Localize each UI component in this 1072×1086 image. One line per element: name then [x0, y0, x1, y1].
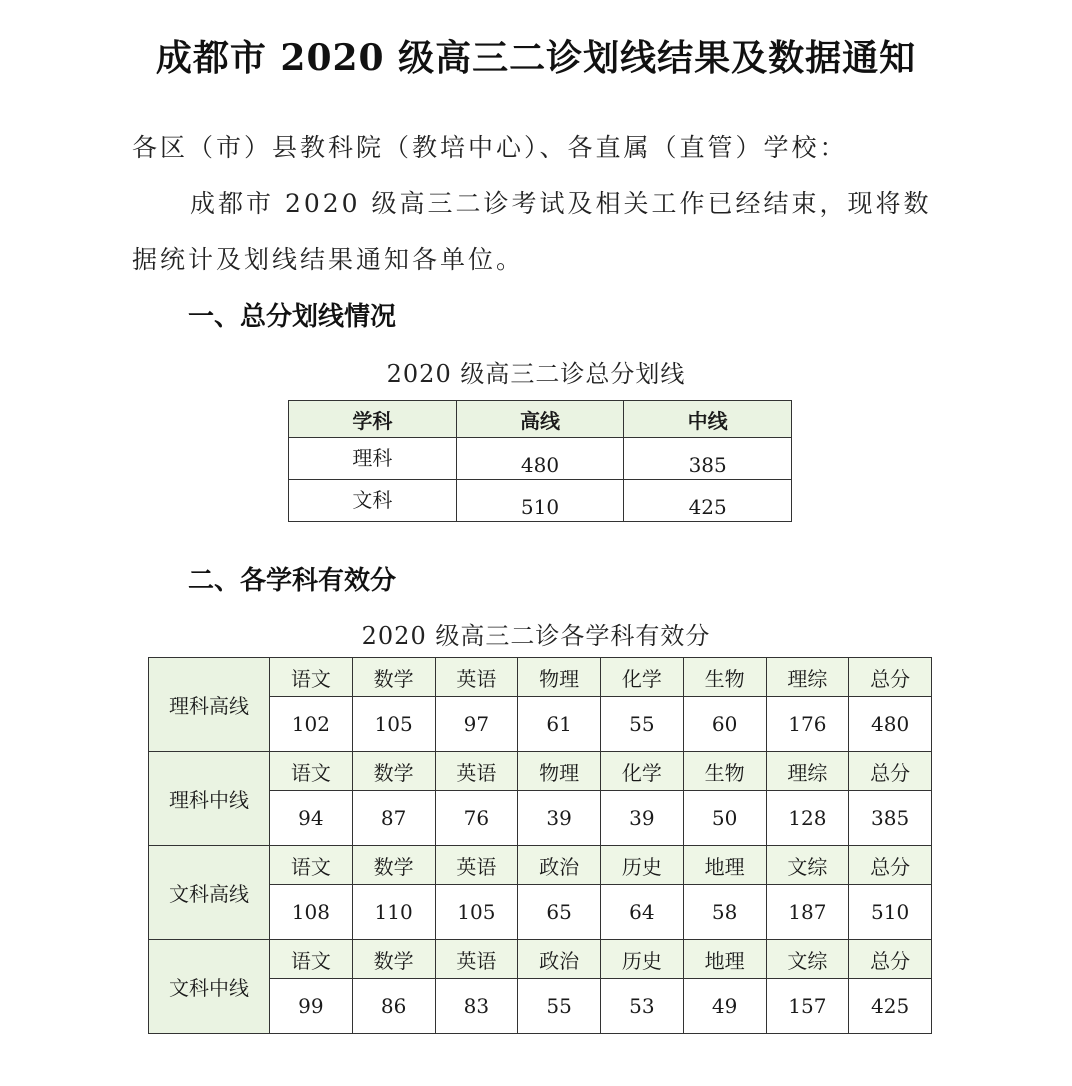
row-subject: 理科 [289, 438, 457, 480]
score-value-cell: 55 [601, 697, 684, 752]
score-value-cell: 87 [352, 791, 435, 846]
row-subject: 文科 [289, 480, 457, 522]
subject-name-cell: 英语 [435, 658, 518, 697]
score-value-cell: 480 [849, 697, 932, 752]
section-2-caption: 2020 级高三二诊各学科有效分 [361, 622, 711, 650]
score-value-cell: 105 [435, 885, 518, 940]
score-value-cell: 99 [270, 979, 353, 1034]
subject-name-cell: 总分 [849, 846, 932, 885]
subject-name-cell: 语文 [270, 940, 353, 979]
score-value-cell: 128 [766, 791, 849, 846]
header-high-line: 高线 [456, 401, 624, 438]
score-value-cell: 385 [849, 791, 932, 846]
score-value-cell: 61 [518, 697, 601, 752]
subject-name-cell: 文综 [766, 940, 849, 979]
score-value-cell: 94 [270, 791, 353, 846]
score-value-cell: 176 [766, 697, 849, 752]
score-value-cell: 58 [683, 885, 766, 940]
subject-name-cell: 文综 [766, 846, 849, 885]
section-1-heading: 一、总分划线情况 [188, 302, 397, 332]
row-high-value: 480 [456, 438, 624, 480]
score-value-cell: 39 [601, 791, 684, 846]
subject-name-cell: 英语 [435, 846, 518, 885]
section-2-heading: 二、各学科有效分 [188, 566, 397, 596]
score-line-label: 理科高线 [149, 658, 270, 752]
subject-name-cell: 政治 [518, 940, 601, 979]
subject-name-cell: 地理 [683, 940, 766, 979]
score-value-cell: 53 [601, 979, 684, 1034]
subject-name-cell: 理综 [766, 752, 849, 791]
subject-name-cell: 化学 [601, 752, 684, 791]
header-subject: 学科 [289, 401, 457, 438]
score-value-cell: 157 [766, 979, 849, 1034]
score-value-cell: 102 [270, 697, 353, 752]
row-mid-value: 385 [624, 438, 792, 480]
subject-name-cell: 总分 [849, 940, 932, 979]
subject-name-cell: 英语 [435, 752, 518, 791]
subject-name-cell: 政治 [518, 846, 601, 885]
greeting-line: 各区（市）县教科院（教培中心）、各直属（直管）学校： [132, 133, 848, 162]
score-value-cell: 110 [352, 885, 435, 940]
body-line-1: 成都市 2020 级高三二诊考试及相关工作已经结束，现将数 [190, 189, 932, 218]
subject-name-cell: 历史 [601, 940, 684, 979]
score-value-cell: 64 [601, 885, 684, 940]
score-value-cell: 65 [518, 885, 601, 940]
subject-name-cell: 历史 [601, 846, 684, 885]
subject-score-table [148, 657, 932, 1034]
subject-name-cell: 理综 [766, 658, 849, 697]
score-value-cell: 105 [352, 697, 435, 752]
subject-name-cell: 数学 [352, 940, 435, 979]
subject-name-cell: 生物 [683, 658, 766, 697]
subject-header-row [149, 940, 932, 979]
table-row [289, 480, 792, 522]
score-value-cell: 510 [849, 885, 932, 940]
score-value-cell: 60 [683, 697, 766, 752]
row-high-value: 510 [456, 480, 624, 522]
score-value-cell: 39 [518, 791, 601, 846]
subject-name-cell: 数学 [352, 752, 435, 791]
score-value-cell: 76 [435, 791, 518, 846]
score-value-cell: 50 [683, 791, 766, 846]
subject-name-cell: 英语 [435, 940, 518, 979]
subject-name-cell: 语文 [270, 846, 353, 885]
document-title: 成都市 2020 级高三二诊划线结果及数据通知 [155, 37, 917, 79]
subject-name-cell: 数学 [352, 846, 435, 885]
score-line-label: 文科高线 [149, 846, 270, 940]
subject-name-cell: 语文 [270, 752, 353, 791]
score-value-cell: 49 [683, 979, 766, 1034]
subject-name-cell: 语文 [270, 658, 353, 697]
subject-name-cell: 生物 [683, 752, 766, 791]
score-value-cell: 187 [766, 885, 849, 940]
body-line-2: 据统计及划线结果通知各单位。 [132, 245, 525, 274]
subject-name-cell: 总分 [849, 752, 932, 791]
score-value-cell: 97 [435, 697, 518, 752]
subject-name-cell: 地理 [683, 846, 766, 885]
subject-name-cell: 总分 [849, 658, 932, 697]
table-header-row [289, 401, 792, 438]
subject-header-row [149, 846, 932, 885]
score-value-cell: 108 [270, 885, 353, 940]
subject-name-cell: 物理 [518, 658, 601, 697]
table-row [289, 438, 792, 480]
total-score-table [288, 400, 792, 522]
section-1-caption: 2020 级高三二诊总分划线 [386, 360, 686, 388]
score-value-cell: 55 [518, 979, 601, 1034]
subject-name-cell: 物理 [518, 752, 601, 791]
subject-header-row [149, 658, 932, 697]
score-value-cell: 83 [435, 979, 518, 1034]
header-mid-line: 中线 [624, 401, 792, 438]
score-value-cell: 425 [849, 979, 932, 1034]
score-value-cell: 86 [352, 979, 435, 1034]
subject-name-cell: 数学 [352, 658, 435, 697]
score-line-label: 理科中线 [149, 752, 270, 846]
row-mid-value: 425 [624, 480, 792, 522]
score-line-label: 文科中线 [149, 940, 270, 1034]
subject-name-cell: 化学 [601, 658, 684, 697]
subject-header-row [149, 752, 932, 791]
